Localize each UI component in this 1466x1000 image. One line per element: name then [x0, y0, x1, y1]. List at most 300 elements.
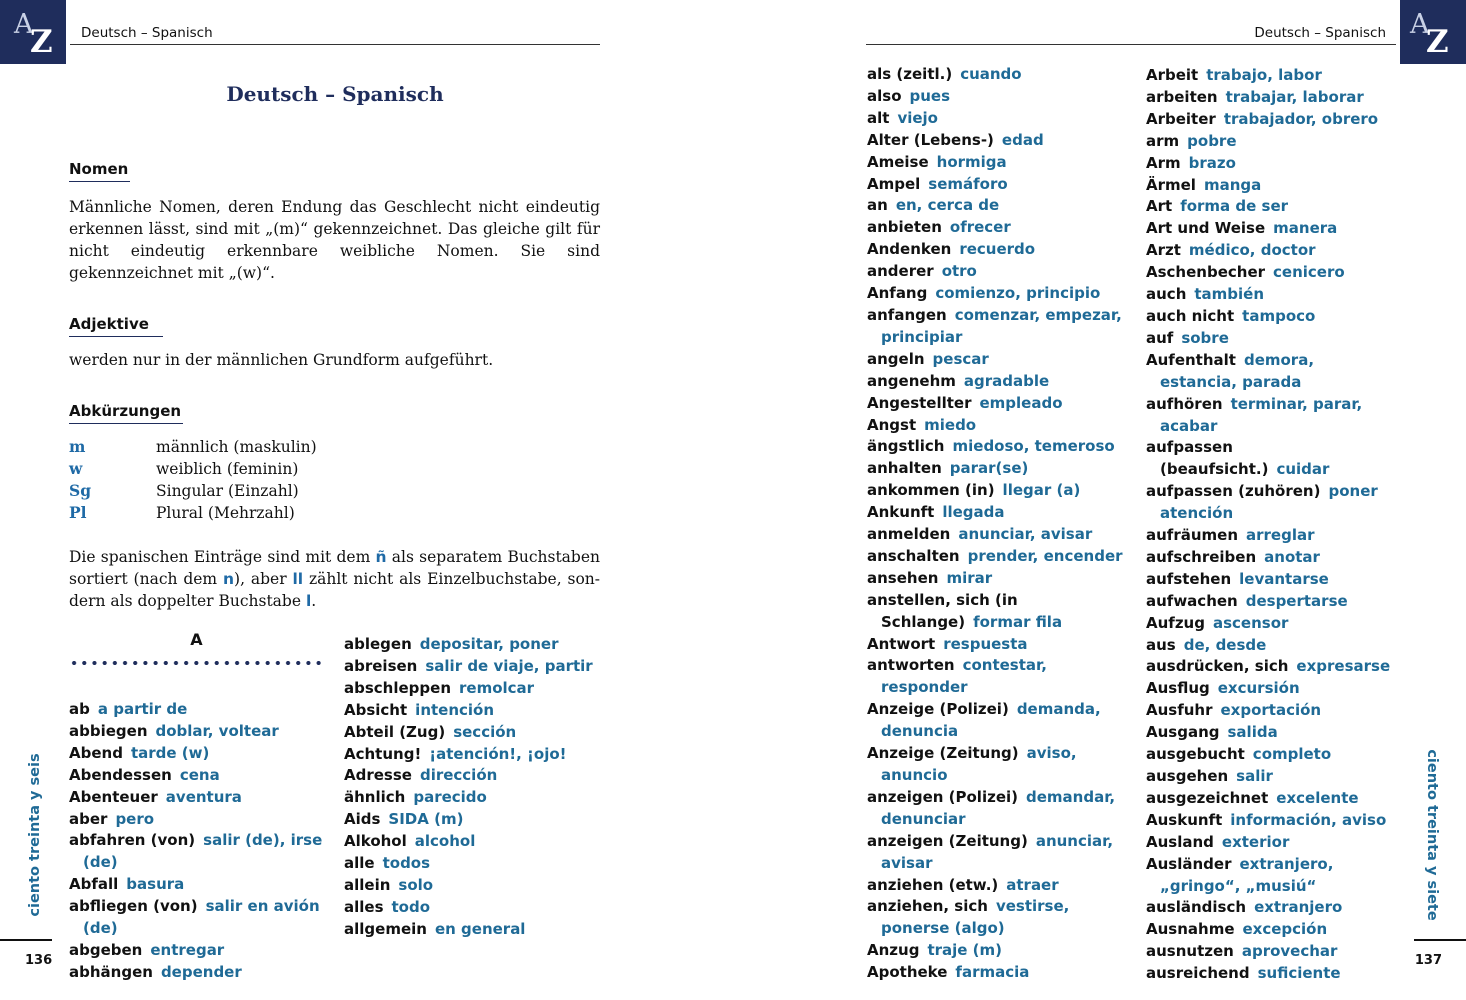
german-term: Ausnahme	[1146, 920, 1235, 939]
german-term: Aufenthalt	[1146, 350, 1236, 369]
dictionary-entry	[1146, 635, 1396, 657]
spanish-translation: mirar	[946, 568, 993, 587]
dotted-divider	[69, 660, 324, 666]
dictionary-entry	[867, 655, 1129, 699]
spanish-translation: en general	[434, 919, 526, 938]
german-term: Achtung!	[344, 744, 422, 763]
dictionary-entry	[69, 765, 331, 787]
spanish-translation: llegada	[942, 503, 1005, 522]
german-term: ansehen	[867, 568, 939, 587]
dictionary-column	[1146, 65, 1396, 985]
spanish-translation: ofrecer	[949, 218, 1011, 237]
german-term: ab	[69, 700, 90, 718]
spanish-translation: exportación	[1220, 701, 1322, 720]
dictionary-entry	[344, 700, 604, 722]
dictionary-entry	[867, 590, 1129, 634]
dictionary-entry	[867, 743, 1129, 787]
german-term: abbiegen	[69, 721, 148, 740]
german-term: Apotheke	[867, 963, 948, 982]
dictionary-entry	[344, 634, 604, 656]
spanish-translation: médico, doctor	[1188, 241, 1316, 260]
dictionary-entry	[344, 809, 604, 831]
sorting-note-text: Die spanischen Einträge sind mit dem	[69, 548, 376, 566]
dictionary-entry	[1146, 722, 1396, 744]
german-term: abfliegen (von)	[69, 897, 198, 916]
german-term: auch nicht	[1146, 306, 1235, 325]
german-term: also	[867, 86, 902, 105]
spanish-translation: sección	[453, 722, 517, 741]
german-term: Ausgang	[1146, 723, 1220, 742]
dictionary-entry	[867, 174, 1129, 196]
spanish-translation: aprovechar	[1241, 942, 1338, 961]
dictionary-entry	[344, 678, 604, 700]
highlighted-letter: l	[305, 592, 312, 610]
dictionary-entry	[1146, 766, 1396, 788]
dictionary-entry	[867, 64, 1129, 86]
dictionary-entry	[1146, 350, 1396, 394]
dictionary-entry	[867, 875, 1129, 897]
dictionary-entry	[1146, 131, 1396, 153]
dictionary-entry	[867, 305, 1129, 349]
dictionary-entry	[1146, 306, 1396, 328]
letter-heading: A	[190, 630, 203, 649]
dictionary-entry	[69, 721, 331, 743]
german-term: abreisen	[344, 656, 418, 675]
dictionary-entry	[344, 919, 604, 941]
german-term: ausreichend	[1146, 964, 1250, 983]
german-term: ausgehen	[1146, 767, 1229, 785]
dictionary-entry	[344, 722, 604, 744]
dictionary-entry	[867, 787, 1129, 831]
german-term: Ausland	[1146, 832, 1214, 851]
dictionary-entry	[867, 940, 1129, 962]
spanish-translation: depositar, poner	[419, 635, 559, 653]
dictionary-entry	[1146, 525, 1396, 547]
abbreviation-key: w	[69, 459, 83, 478]
abbreviation-row	[69, 459, 298, 478]
german-term: Antwort	[867, 634, 936, 653]
german-term: Ampel	[867, 174, 921, 193]
german-term: Anzeige (Polizei)	[867, 700, 1009, 719]
german-term: arm	[1146, 131, 1180, 150]
spanish-translation: alcohol	[414, 832, 476, 851]
german-term: Anzug	[867, 941, 920, 960]
spanish-translation: cena	[179, 765, 220, 784]
spanish-translation: edad	[1001, 130, 1044, 149]
german-term: Aufzug	[1146, 613, 1205, 632]
german-term: anziehen (etw.)	[867, 875, 999, 894]
sorting-note-text: zählt nicht als Einzelbuchstabe, son-dern als doppelter Buchstabe	[69, 570, 601, 610]
dictionary-entry	[867, 371, 1129, 393]
spanish-translation: depender	[160, 962, 242, 981]
section-heading-nomen: Nomen	[69, 160, 130, 182]
spanish-translation: comenzar, empezar, principiar	[881, 305, 1122, 346]
spanish-translation: trabajo, labor	[1206, 66, 1322, 84]
spanish-translation: ascensor	[1212, 613, 1289, 632]
spanish-translation: despertarse	[1245, 591, 1348, 610]
german-term: Arbeit	[1146, 66, 1199, 84]
dictionary-entry	[1146, 656, 1396, 678]
az-logo	[0, 0, 66, 64]
dictionary-entry	[69, 743, 331, 765]
svg-text:Z: Z	[30, 24, 53, 60]
header-rule	[70, 44, 600, 45]
german-term: ausnutzen	[1146, 942, 1234, 961]
svg-text:A: A	[14, 9, 34, 40]
dictionary-entry	[1146, 744, 1396, 766]
abbreviation-key: Sg	[69, 481, 92, 500]
sorting-note	[69, 546, 600, 612]
dictionary-entry	[867, 568, 1129, 590]
dictionary-entry	[1146, 897, 1396, 919]
svg-text:Z: Z	[1426, 24, 1449, 60]
abbreviation-value: Plural (Mehrzahl)	[156, 504, 295, 522]
dictionary-entry	[867, 458, 1129, 480]
dictionary-entry	[344, 875, 604, 897]
spanish-translation: sobre	[1181, 328, 1229, 347]
dictionary-entry	[1146, 591, 1396, 613]
sorting-note-text: als separatem Buchstaben sortiert (nach dem	[69, 548, 600, 588]
page-number: 136	[25, 953, 53, 968]
spanish-translation: también	[1194, 285, 1265, 304]
german-term: Abfall	[69, 875, 119, 894]
abbreviation-value: weiblich (feminin)	[156, 460, 299, 478]
german-term: ausdrücken, sich	[1146, 657, 1289, 676]
spanish-translation: pero	[115, 809, 155, 828]
dictionary-entry	[1146, 87, 1396, 109]
spanish-translation: información, aviso	[1230, 810, 1387, 829]
dictionary-entry	[1146, 854, 1396, 898]
dictionary-entry	[867, 283, 1129, 305]
dictionary-entry	[69, 962, 331, 984]
german-term: an	[867, 196, 888, 215]
spanish-translation: otro	[941, 262, 977, 281]
spanish-translation: levantarse	[1239, 569, 1329, 588]
german-term: anmelden	[867, 525, 951, 544]
page-number: 137	[1414, 953, 1442, 968]
spanish-translation: formar fila	[973, 612, 1063, 631]
dictionary-entry	[69, 874, 331, 896]
dictionary-entry	[1146, 240, 1396, 262]
dictionary-entry	[344, 853, 604, 875]
side-page-title: ciento treinta y seis	[27, 753, 43, 917]
spanish-translation: brazo	[1188, 153, 1236, 172]
dictionary-entry	[344, 897, 604, 919]
german-term: Art	[1146, 197, 1173, 216]
german-term: Aschenbecher	[1146, 263, 1266, 282]
spanish-translation: respuesta	[943, 634, 1028, 653]
section-heading-abkuerzungen: Abkürzungen	[69, 402, 183, 424]
dictionary-entry	[1146, 788, 1396, 810]
dictionary-entry	[867, 152, 1129, 174]
spanish-translation: salir en avión (de)	[83, 897, 320, 938]
german-term: als (zeitl.)	[867, 65, 953, 83]
spanish-translation: cuando	[960, 65, 1022, 83]
spanish-translation: exterior	[1221, 832, 1290, 851]
spanish-translation: intención	[415, 700, 495, 719]
spanish-translation: completo	[1252, 745, 1332, 764]
spanish-translation: miedo	[924, 415, 977, 434]
dictionary-entry	[1146, 65, 1396, 87]
german-term: Alter (Lebens-)	[867, 130, 994, 149]
spanish-translation: forma de ser	[1180, 197, 1289, 216]
german-term: aufstehen	[1146, 569, 1232, 588]
dictionary-entry	[1146, 700, 1396, 722]
german-term: angeln	[867, 349, 925, 368]
german-term: anziehen, sich	[867, 897, 988, 916]
spanish-translation: suficiente	[1257, 964, 1341, 983]
dictionary-entry	[1146, 810, 1396, 832]
german-term: Arzt	[1146, 241, 1181, 260]
spanish-translation: entregar	[150, 940, 225, 959]
german-term: abhängen	[69, 962, 153, 981]
german-term: Abteil (Zug)	[344, 722, 446, 741]
dictionary-entry	[344, 744, 604, 766]
spanish-translation: pescar	[932, 349, 989, 368]
dictionary-entry	[1146, 109, 1396, 131]
dictionary-entry	[1146, 218, 1396, 240]
dictionary-entry	[867, 546, 1129, 568]
spanish-translation: empleado	[979, 393, 1063, 412]
german-term: alle	[344, 854, 375, 873]
dictionary-entry	[867, 831, 1129, 875]
spanish-translation: arreglar	[1246, 526, 1315, 545]
dictionary-entry	[1146, 196, 1396, 218]
spanish-translation: prender, encender	[967, 546, 1123, 565]
dictionary-entry	[867, 480, 1129, 502]
german-term: auch	[1146, 285, 1187, 304]
spanish-translation: en, cerca de	[895, 196, 1000, 215]
german-term: ankommen (in)	[867, 481, 995, 500]
spanish-translation: terminar, parar, acabar	[1160, 394, 1363, 435]
spanish-translation: excursión	[1217, 679, 1300, 698]
german-term: Alkohol	[344, 832, 407, 851]
spanish-translation: tampoco	[1242, 306, 1316, 325]
dictionary-entry	[344, 831, 604, 853]
spanish-translation: expresarse	[1296, 657, 1391, 676]
spanish-translation: tarde (w)	[130, 743, 210, 762]
spanish-translation: basura	[126, 875, 185, 894]
german-term: Abenteuer	[69, 787, 158, 806]
sorting-note-text: .	[311, 592, 317, 610]
german-term: alles	[344, 897, 384, 916]
spanish-translation: SIDA (m)	[388, 810, 464, 829]
spanish-translation: cenicero	[1273, 263, 1345, 282]
spanish-translation: dirección	[419, 766, 498, 785]
german-term: Andenken	[867, 240, 952, 259]
german-term: anbieten	[867, 218, 942, 237]
german-term: antworten	[867, 656, 955, 675]
german-term: angenehm	[867, 371, 956, 390]
spanish-translation: pues	[909, 86, 951, 105]
dictionary-entry	[1146, 153, 1396, 175]
german-term: aufräumen	[1146, 526, 1239, 545]
dictionary-entry	[867, 130, 1129, 152]
dictionary-column	[344, 634, 604, 941]
spanish-translation: demandar, denunciar	[881, 787, 1116, 828]
german-term: auf	[1146, 328, 1174, 347]
svg-text:A: A	[1410, 9, 1430, 40]
german-term: Ankunft	[867, 503, 935, 522]
dictionary-entry	[69, 830, 331, 874]
spanish-translation: solo	[398, 875, 434, 894]
german-term: Art und Weise	[1146, 219, 1266, 238]
spanish-translation: farmacia	[955, 963, 1030, 982]
spanish-translation: a partir de	[97, 700, 188, 718]
spanish-translation: cuidar	[1276, 460, 1330, 479]
dictionary-entry	[867, 239, 1129, 261]
az-logo	[1400, 0, 1466, 64]
spanish-translation: recuerdo	[959, 240, 1036, 259]
german-term: Auskunft	[1146, 810, 1223, 829]
nomen-paragraph: Männliche Nomen, deren Endung das Geschlecht nicht eindeutig erkennen lässt, sind mit „(m)“ gekennzeichnet. Das gleiche gilt für nicht eindeutig erkennbare weibliche Nomen. Sie sind gekennzeichnet mit „(w)“.	[69, 198, 600, 282]
spanish-translation: extranjero	[1254, 898, 1343, 917]
german-term: Anzeige (Zeitung)	[867, 744, 1019, 763]
dictionary-entry	[867, 393, 1129, 415]
german-term: anfangen	[867, 305, 947, 324]
dictionary-entry	[867, 502, 1129, 524]
german-term: Abend	[69, 743, 123, 762]
dictionary-entry	[69, 940, 331, 962]
german-term: alt	[867, 108, 890, 127]
dictionary-entry	[1146, 284, 1396, 306]
dictionary-entry	[1146, 437, 1396, 481]
german-term: abgeben	[69, 940, 143, 959]
spanish-translation: trabajar, laborar	[1225, 87, 1364, 106]
abbreviation-value: männlich (maskulin)	[156, 438, 317, 456]
german-term: ausländisch	[1146, 898, 1247, 917]
highlighted-letter: n	[222, 570, 235, 588]
page-number-rule	[1414, 939, 1466, 941]
dictionary-entry	[1146, 481, 1396, 525]
spanish-translation: todos	[382, 854, 431, 873]
german-term: Absicht	[344, 700, 408, 719]
dictionary-entry	[1146, 832, 1396, 854]
german-term: anstellen, sich (in Schlange)	[867, 590, 1018, 631]
german-term: Angst	[867, 415, 917, 434]
german-term: allein	[344, 875, 391, 894]
dictionary-entry	[867, 524, 1129, 546]
german-term: Ausfuhr	[1146, 701, 1213, 720]
dictionary-entry	[1146, 678, 1396, 700]
dictionary-entry	[69, 896, 331, 940]
german-term: anzeigen (Polizei)	[867, 787, 1018, 806]
dictionary-entry	[867, 699, 1129, 743]
spanish-translation: anunciar, avisar	[958, 525, 1093, 544]
german-term: aber	[69, 809, 108, 828]
german-term: ausgezeichnet	[1146, 788, 1269, 807]
page-title: Deutsch – Spanisch	[226, 82, 444, 106]
dictionary-entry	[867, 349, 1129, 371]
spanish-translation: demanda, denuncia	[881, 700, 1101, 741]
dictionary-entry	[1146, 963, 1396, 985]
german-term: abfahren (von)	[69, 831, 196, 850]
dictionary-entry	[1146, 394, 1396, 438]
dictionary-entry	[1146, 919, 1396, 941]
german-term: aufwachen	[1146, 591, 1238, 610]
german-term: ängstlich	[867, 437, 945, 456]
german-term: Angestellter	[867, 393, 972, 412]
german-term: anhalten	[867, 459, 942, 478]
abbreviation-row	[69, 503, 295, 522]
dictionary-entry	[344, 765, 604, 787]
dictionary-entry	[867, 896, 1129, 940]
dictionary-entry	[69, 787, 331, 809]
german-term: Abendessen	[69, 765, 172, 784]
german-term: Anfang	[867, 284, 928, 303]
abbreviation-value: Singular (Einzahl)	[156, 482, 299, 500]
dictionary-entry	[1146, 613, 1396, 635]
dictionary-column	[867, 64, 1129, 984]
dictionary-entry	[69, 699, 331, 721]
german-term: allgemein	[344, 919, 427, 938]
german-term: ablegen	[344, 635, 412, 653]
spanish-translation: anotar	[1264, 547, 1320, 566]
spanish-translation: parar(se)	[949, 459, 1029, 478]
german-term: aufpassen (zuhören)	[1146, 482, 1321, 501]
side-page-title: ciento treinta y siete	[1424, 749, 1440, 921]
page-number-rule	[0, 939, 52, 941]
german-term: Ameise	[867, 152, 929, 171]
dictionary-entry	[1146, 175, 1396, 197]
running-head: Deutsch – Spanisch	[81, 25, 213, 41]
dictionary-column	[69, 699, 331, 984]
german-term: Ausländer	[1146, 854, 1232, 873]
spanish-translation: pobre	[1187, 131, 1237, 150]
german-term: aufhören	[1146, 394, 1223, 413]
german-term: Arm	[1146, 153, 1181, 172]
dictionary-entry	[867, 436, 1129, 458]
german-term: anschalten	[867, 546, 960, 565]
dictionary-entry	[1146, 262, 1396, 284]
spanish-translation: trabajador, obrero	[1223, 109, 1379, 128]
abbreviation-row	[69, 437, 317, 456]
dictionary-entry	[69, 809, 331, 831]
abbreviation-key: Pl	[69, 503, 87, 522]
spanish-translation: miedoso, temeroso	[952, 437, 1115, 456]
spanish-translation: traje (m)	[927, 941, 1003, 960]
german-term: abschleppen	[344, 678, 451, 697]
spanish-translation: atraer	[1006, 875, 1059, 894]
dictionary-entry	[867, 261, 1129, 283]
german-term: Aids	[344, 810, 381, 829]
german-term: ausgebucht	[1146, 745, 1245, 764]
spanish-translation: aventura	[165, 787, 242, 806]
dictionary-entry	[1146, 547, 1396, 569]
german-term: anderer	[867, 262, 934, 281]
german-term: Arbeiter	[1146, 109, 1216, 128]
spanish-translation: comienzo, principio	[935, 284, 1101, 303]
dictionary-entry	[867, 962, 1129, 984]
dictionary-entry	[344, 787, 604, 809]
spanish-translation: todo	[391, 897, 431, 916]
spanish-translation: anunciar, avisar	[881, 831, 1114, 872]
german-term: aus	[1146, 635, 1176, 654]
spanish-translation: salida	[1227, 723, 1278, 742]
german-term: Ausflug	[1146, 679, 1210, 698]
dictionary-entry	[867, 217, 1129, 239]
spanish-translation: vestirse, ponerse (algo)	[881, 897, 1070, 938]
running-head: Deutsch – Spanisch	[1254, 25, 1386, 41]
spanish-translation: excepción	[1242, 920, 1328, 939]
dictionary-entry	[1146, 328, 1396, 350]
dictionary-entry	[1146, 941, 1396, 963]
sorting-note-text: ), aber	[234, 570, 293, 588]
spanish-translation: manga	[1203, 175, 1262, 194]
spanish-translation: salir de viaje, partir	[425, 656, 593, 675]
spanish-translation: ¡atención!, ¡ojo!	[429, 744, 567, 763]
dictionary-entry	[1146, 569, 1396, 591]
